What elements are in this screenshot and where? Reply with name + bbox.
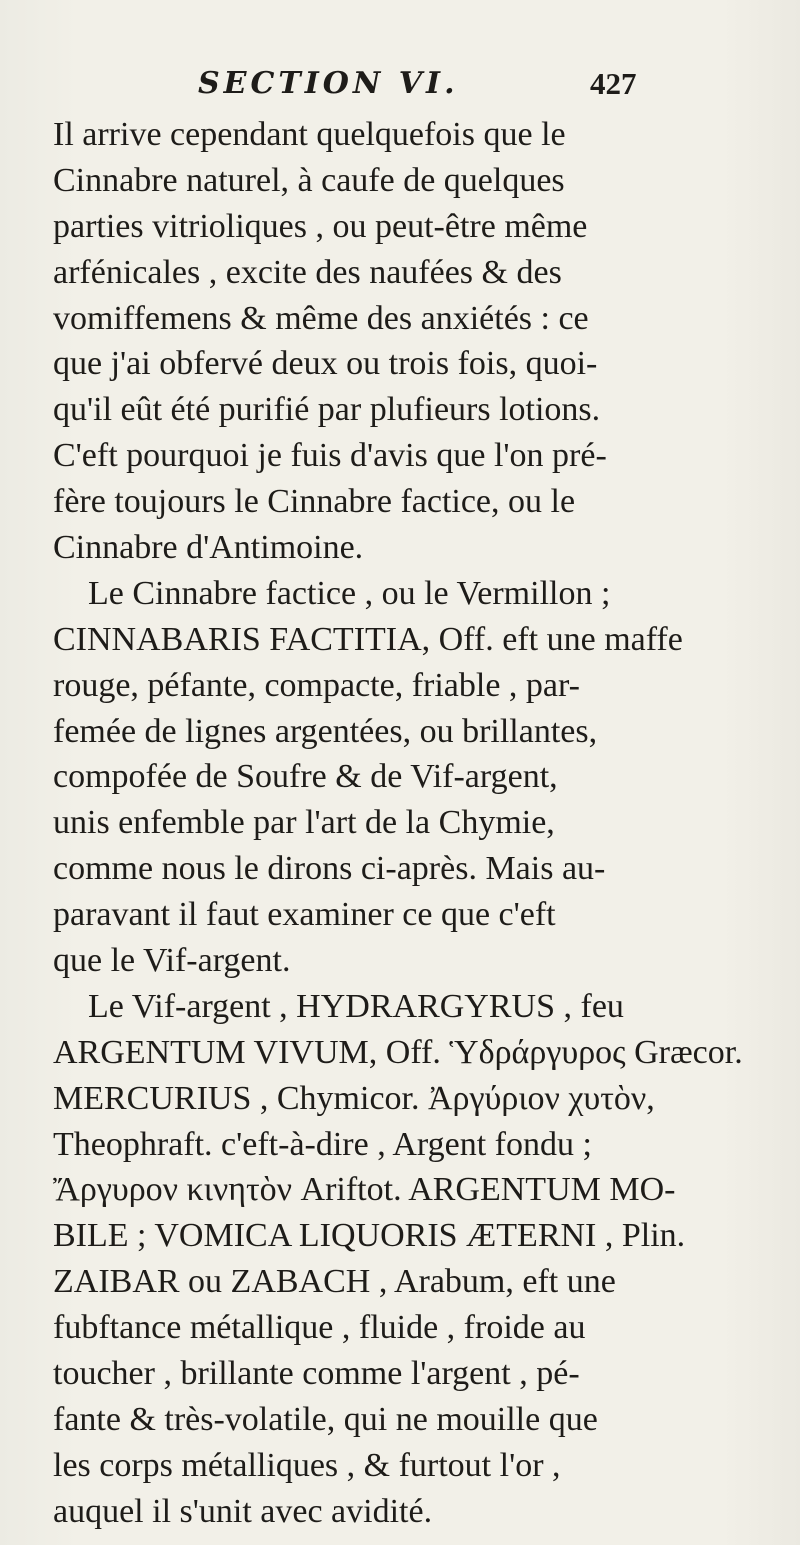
text-line: compofée de Soufre & de Vif-argent, bbox=[53, 758, 558, 796]
text-line: BILE ; VOMICA LIQUORIS ÆTERNI , Plin. bbox=[53, 1217, 686, 1255]
text-line: ZAIBAR ou ZABACH , Arabum, eft une bbox=[53, 1263, 616, 1301]
text-line: unis enfemble par l'art de la Chymie, bbox=[53, 804, 555, 842]
text-line: fubftance métallique , fluide , froide au bbox=[53, 1309, 586, 1347]
page-number: 427 bbox=[590, 66, 637, 101]
text-line: MERCURIUS , Chymicor. Ἀργύριον χυτὸν, bbox=[53, 1079, 655, 1117]
text-line: CINNABARIS FACTITIA, Off. eft une maffe bbox=[53, 620, 683, 658]
text-line: Theophraft. c'eft-à-dire , Argent fondu ; bbox=[53, 1125, 592, 1163]
text-line: que le Vif-argent. bbox=[53, 942, 291, 980]
running-head bbox=[0, 66, 800, 110]
text-line: vomiffemens & même des anxiétés : ce bbox=[53, 299, 589, 337]
section-title: SECTION VI. bbox=[198, 66, 459, 101]
text-line: auquel il s'unit avec avidité. bbox=[53, 1492, 433, 1530]
text-line: fante & très-volatile, qui ne mouille que bbox=[53, 1400, 598, 1438]
text-line: parties vitrioliques , ou peut-être même bbox=[53, 207, 588, 245]
text-line: comme nous le dirons ci-après. Mais au- bbox=[53, 850, 606, 888]
text-line: femée de lignes argentées, ou brillantes, bbox=[53, 712, 598, 750]
text-line: Il arrive cependant quelquefois que le bbox=[53, 116, 566, 153]
text-line: ARGENTUM VIVUM, Off. Ὑδράργυρος Græcor. bbox=[53, 1033, 743, 1071]
text-line: toucher , brillante comme l'argent , pé- bbox=[53, 1355, 580, 1393]
text-line: Cinnabre naturel, à caufe de quelques bbox=[53, 161, 565, 199]
body-text bbox=[53, 112, 771, 1535]
text-line: Le Cinnabre factice , ou le Vermillon ; bbox=[88, 574, 611, 612]
text-line: C'eft pourquoi je fuis d'avis que l'on pré- bbox=[53, 437, 607, 475]
text-line: Ἄργυρον κινητὸν Ariftot. ARGENTUM MO- bbox=[53, 1171, 676, 1209]
text-line: paravant il faut examiner ce que c'eft bbox=[53, 896, 556, 934]
text-line: Le Vif-argent , HYDRARGYRUS , feu bbox=[88, 987, 624, 1025]
text-line: Cinnabre d'Antimoine. bbox=[53, 529, 364, 567]
text-line: les corps métalliques , & furtout l'or , bbox=[53, 1446, 561, 1484]
text-line: fère toujours le Cinnabre factice, ou le bbox=[53, 483, 576, 521]
text-line: rouge, péfante, compacte, friable , par- bbox=[53, 666, 580, 704]
text-line: arfénicales , excite des naufées & des bbox=[53, 253, 562, 291]
text-line: que j'ai obfervé deux ou trois fois, quoi- bbox=[53, 345, 598, 383]
text-line: qu'il eût été purifié par plufieurs lotions. bbox=[53, 391, 601, 429]
